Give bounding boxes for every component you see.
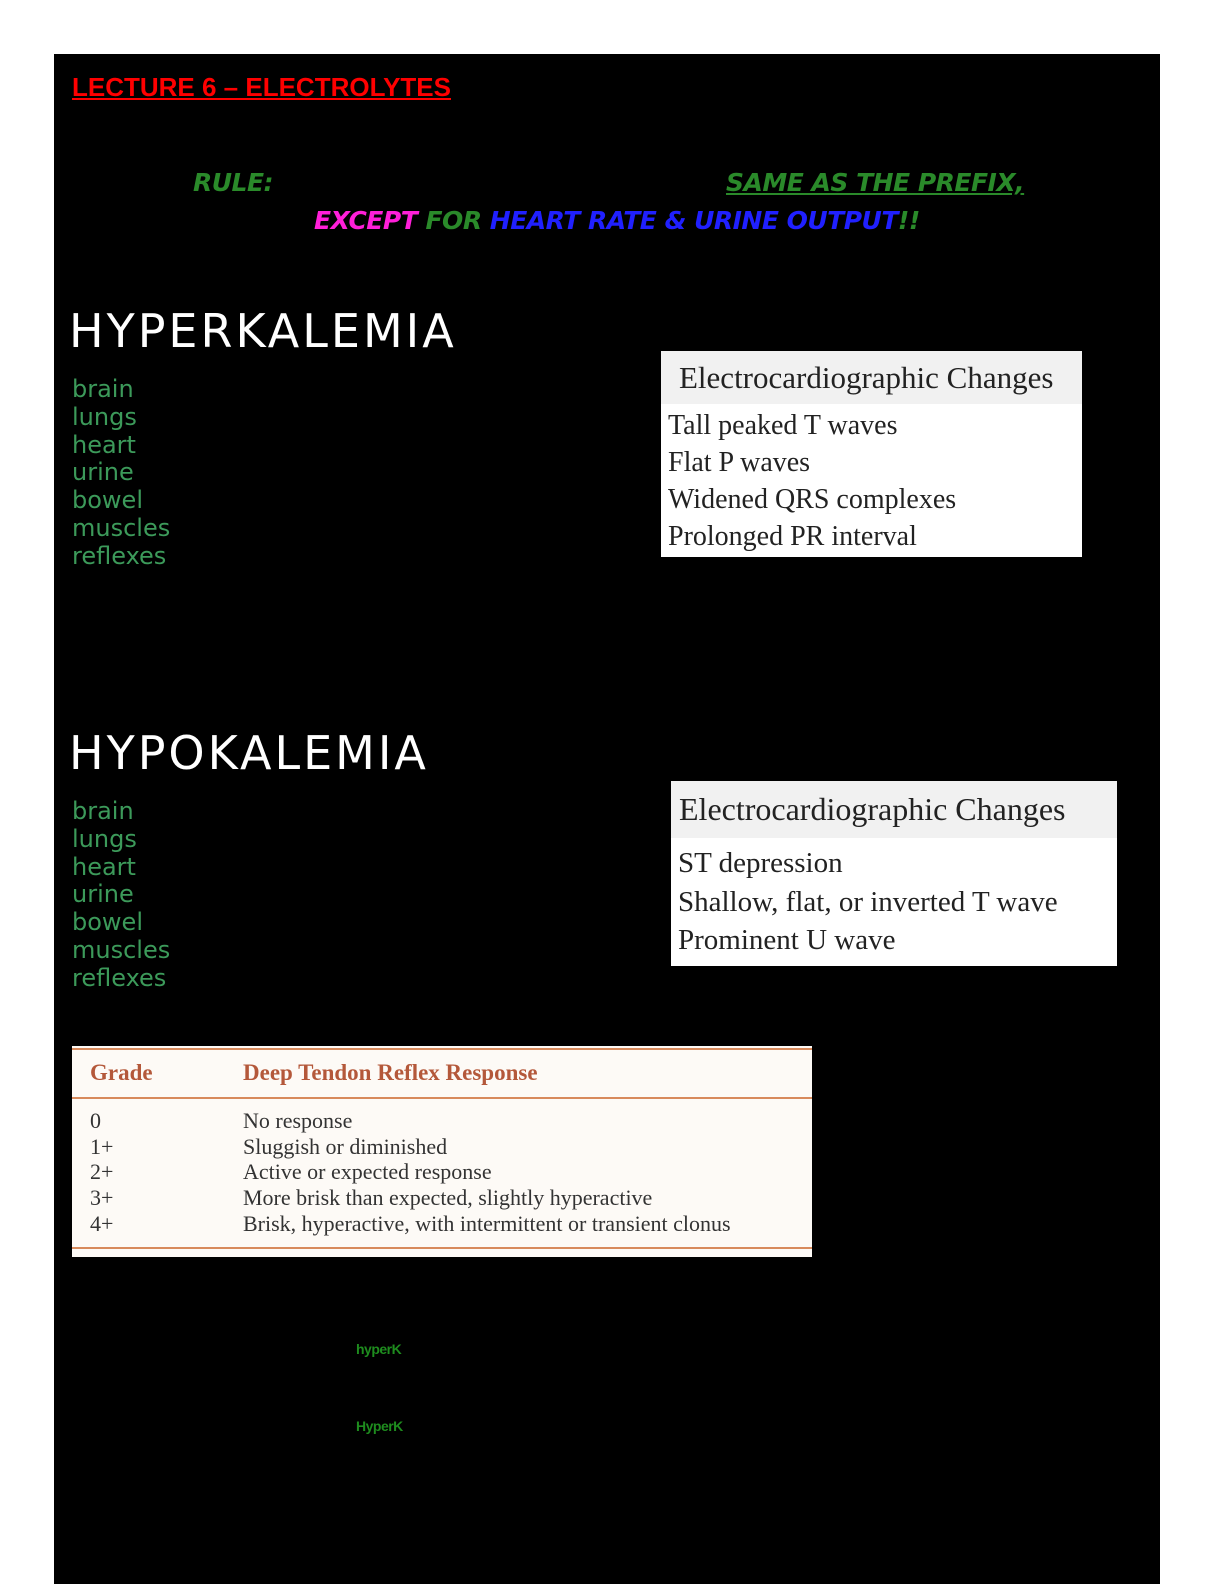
- list-item: lungs: [72, 824, 137, 853]
- list-item: heart: [72, 852, 136, 881]
- table-row: [72, 1159, 812, 1185]
- hyperkalemia-systems-list: [72, 376, 170, 571]
- ecg-item: Flat P waves: [668, 447, 811, 478]
- list-item: brain: [72, 797, 134, 825]
- rule-for: FOR: [425, 206, 482, 235]
- ecg-item: ST depression: [678, 847, 843, 879]
- grade-cell: 2+: [90, 1159, 114, 1185]
- grade-column-header: Grade: [90, 1060, 153, 1085]
- table-row: [72, 1108, 812, 1134]
- list-item: bowel: [72, 908, 143, 937]
- ecg-item: Shallow, flat, or inverted T wave: [678, 885, 1058, 918]
- ecg-header: Electrocardiographic Changes: [671, 781, 1117, 838]
- rule-bang: !!: [897, 206, 920, 235]
- response-cell: Brisk, hyperactive, with intermittent or transient clonus: [243, 1210, 731, 1236]
- list-item: heart: [72, 430, 136, 459]
- table-row: [72, 1211, 812, 1237]
- rule-except: EXCEPT: [314, 206, 418, 235]
- table-row: [72, 1134, 812, 1160]
- table-rule: [72, 1048, 812, 1050]
- response-column-header: Deep Tendon Reflex Response: [243, 1060, 538, 1085]
- response-cell: Sluggish or diminished: [243, 1133, 448, 1159]
- list-item: muscles: [72, 513, 171, 542]
- lecture-title: LECTURE 6 – ELECTROLYTES: [72, 72, 451, 102]
- hyperkalemia-ecg-changes: [661, 351, 1082, 557]
- table-row: [72, 1185, 812, 1211]
- ecg-item: Prolonged PR interval: [668, 521, 917, 552]
- rule-exception-line: [314, 206, 920, 235]
- list-item: reflexes: [72, 541, 167, 570]
- response-cell: No response: [243, 1108, 353, 1133]
- hypokalemia-systems-list: [72, 798, 170, 993]
- hypokalemia-heading: HYPOKALEMIA: [69, 726, 429, 780]
- grade-cell: 1+: [90, 1133, 114, 1159]
- deep-tendon-reflex-table: [72, 1046, 812, 1257]
- table-body: [72, 1108, 812, 1236]
- ecg-list: [671, 838, 1117, 960]
- hypokalemia-ecg-changes: [671, 781, 1117, 966]
- ecg-item: Widened QRS complexes: [668, 484, 957, 515]
- note-hyperk-2: HyperK: [356, 1418, 403, 1434]
- list-item: urine: [72, 458, 134, 487]
- list-item: reflexes: [72, 963, 167, 992]
- response-cell: Active or expected response: [243, 1159, 492, 1185]
- note-hyperk: hyperK: [356, 1341, 402, 1357]
- rule-heart-urine: HEART RATE & URINE OUTPUT: [489, 206, 898, 235]
- ecg-item: Tall peaked T waves: [668, 410, 898, 441]
- grade-cell: 4+: [90, 1210, 114, 1236]
- list-item: bowel: [72, 486, 143, 515]
- list-item: brain: [72, 375, 134, 403]
- ecg-header: Electrocardiographic Changes: [661, 351, 1082, 404]
- grade-cell: 0: [90, 1108, 101, 1133]
- table-rule: [72, 1247, 812, 1249]
- response-cell: More brisk than expected, slightly hyperactive: [243, 1185, 653, 1211]
- ecg-list: [661, 404, 1082, 555]
- list-item: urine: [72, 880, 134, 909]
- list-item: muscles: [72, 935, 171, 964]
- document-page: [54, 54, 1160, 1584]
- rule-label: RULE:: [193, 168, 274, 197]
- table-rule: [72, 1097, 812, 1099]
- rule-prefix-text: SAME AS THE PREFIX,: [726, 168, 1025, 197]
- list-item: lungs: [72, 402, 137, 431]
- ecg-item: Prominent U wave: [678, 924, 896, 956]
- hyperkalemia-heading: HYPERKALEMIA: [69, 304, 457, 358]
- grade-cell: 3+: [90, 1185, 114, 1211]
